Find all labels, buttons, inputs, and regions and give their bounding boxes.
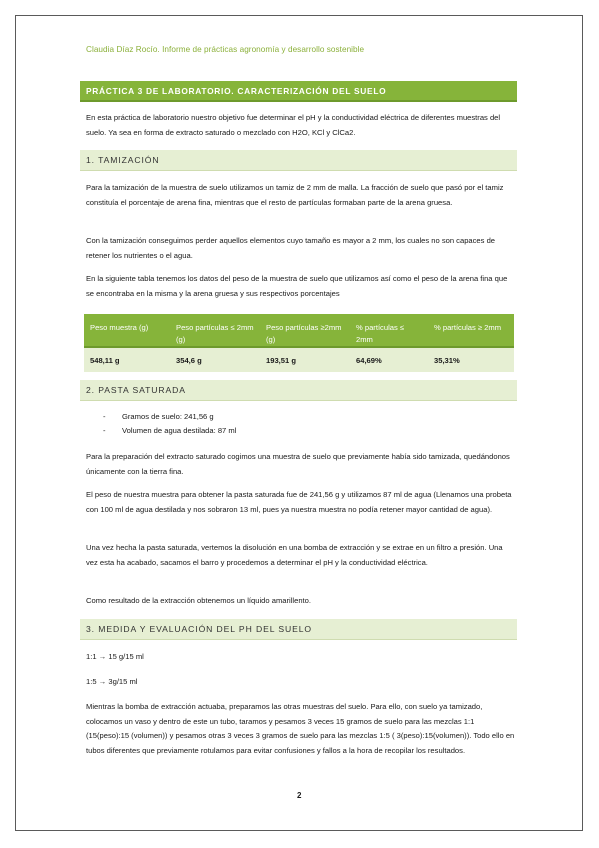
bullet-item: Volumen de agua destilada: 87 ml [122, 426, 237, 435]
table-header-row [84, 314, 514, 347]
pasta-paragraph-2: El peso de nuestra muestra para obtener la pasta saturada fue de 241,56 g y utilizamos 87 ml de agua (Llenamos una probeta con 100 ml de agua destilada y nos sobraron 13 ml, pues ya nuestra muestra no podía retener mayor cantidad de agua). [86, 490, 512, 514]
pasta-paragraph-3: Una vez hecha la pasta saturada, vertemos la disolución en una bomba de extracción y se extrae en un filtro a presión. Una vez esta ha acabado, sacamos el barro y procedemos a determinar el pH y la conductividad eléctrica. [86, 543, 503, 567]
section-title: 3. MEDIDA Y EVALUACIÓN DEL PH DEL SUELO [86, 624, 312, 634]
intro-paragraph: En esta práctica de laboratorio nuestro objetivo fue determinar el pH y la conductividad eléctrica de diferentes muestras del suelo. Ya sea en forma de extracto saturado o mezclado con H2O, KCl y ClCa2. [86, 113, 501, 137]
tamizacion-paragraph-2: Con la tamización conseguimos perder aquellos elementos cuyo tamaño es mayor a 2 mm, los cuales no son capaces de retener los nutrientes o el agua. [86, 236, 496, 260]
tamizacion-paragraph-1: Para la tamización de la muestra de suelo utilizamos un tamiz de 2 mm de malla. La fracción de suelo que pasó por el tamiz constituía el porcentaje de arena fina, mientras que el resto de partículas formaban parte de la arena gruesa. [86, 183, 504, 207]
page-header: Claudia Díaz Rocío. Informe de prácticas agronomía y desarrollo sostenible [86, 45, 365, 54]
bullet-item: Gramos de suelo: 241,56 g [122, 412, 214, 421]
table-cell: 548,11 g [84, 347, 170, 372]
section-heading-medida-ph [80, 619, 517, 640]
table-cell: 193,51 g [260, 347, 350, 372]
section-title: 1. TAMIZACIÓN [86, 155, 160, 165]
table-row [84, 347, 514, 372]
section-heading-pasta-saturada [80, 380, 517, 401]
bullet-dash-icon: - [103, 412, 106, 421]
table-header-cell: % partículas ≥ 2mm [428, 314, 514, 347]
table-header-cell: Peso partículas ≥2mm (g) [260, 314, 350, 347]
table-cell: 64,69% [350, 347, 428, 372]
page-number: 2 [297, 791, 302, 800]
bullet-dash-icon: - [103, 426, 106, 435]
pasta-paragraph-4: Como resultado de la extracción obtenemos un líquido amarillento. [86, 596, 311, 605]
section-title: 2. PASTA SATURADA [86, 385, 186, 395]
table-header-cell: Peso partículas ≤ 2mm (g) [170, 314, 260, 347]
section-heading-tamizacion [80, 150, 517, 171]
page-title: PRÁCTICA 3 DE LABORATORIO. CARACTERIZACIÓN DEL SUELO [86, 86, 387, 96]
table-header-cell: % partículas ≤ 2mm [350, 314, 428, 347]
title-bar [80, 81, 517, 102]
ratio-line-1-5: 1:5 → 3g/15 ml [86, 677, 138, 686]
table-header-cell: Peso muestra (g) [84, 314, 170, 347]
ratio-line-1-1: 1:1 → 15 g/15 ml [86, 652, 144, 661]
table-cell: 35,31% [428, 347, 514, 372]
table-cell: 354,6 g [170, 347, 260, 372]
data-table [84, 314, 514, 372]
tamizacion-paragraph-3: En la siguiente tabla tenemos los datos del peso de la muestra de suelo que utilizamos así como el peso de la arena fina que se encontraba en la misma y la arena gruesa y sus respectivos porcentajes [86, 274, 508, 298]
pasta-paragraph-1: Para la preparación del extracto saturado cogimos una muestra de suelo que previamente había sido tamizada, quedándonos únicamente con la tierra fina. [86, 452, 510, 476]
medida-paragraph-1: Mientras la bomba de extracción actuaba, preparamos las otras muestras del suelo. Para ello, con suelo ya tamizado, colocamos un vaso y dentro de este un tubo, taramos y pesamos 3 veces 15 gramos de suelo para las mezclas 1:1 (15(peso):15 (volumen)) y pesamos otras 3 veces 3 gramos de suelo para las mezclas 1:5 ( 3(peso):15(volumen)). Todo ello en tubos diferentes que previamente rotulamos para evitar confusiones y fallos a la hora de recopilar los resultados. [86, 702, 515, 755]
